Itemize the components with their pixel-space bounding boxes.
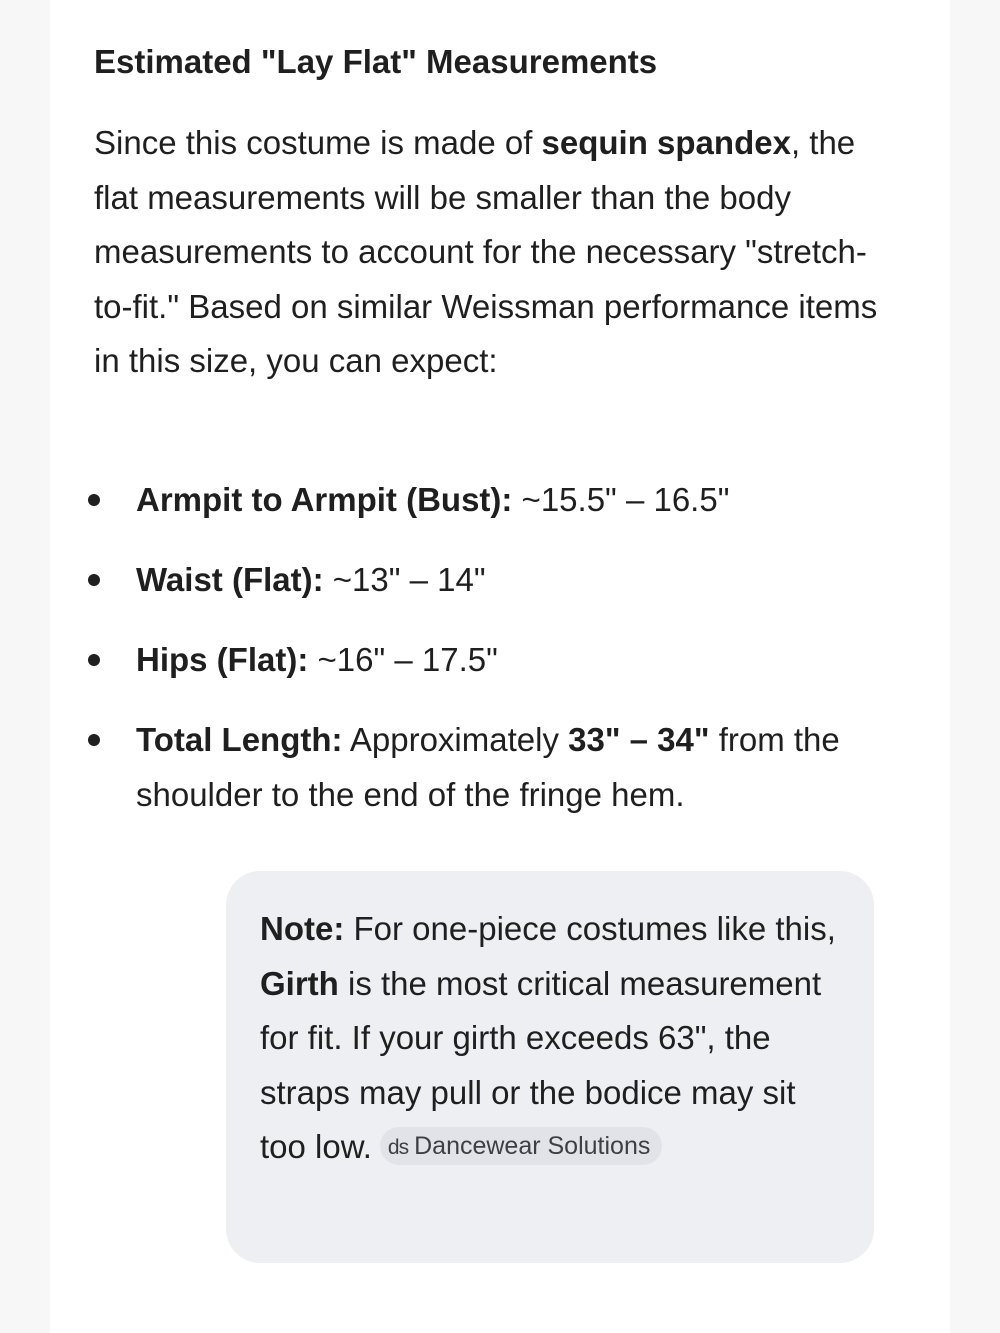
dancewear-solutions-logo-icon: ds [387, 1136, 409, 1159]
list-item [94, 553, 904, 608]
bullet-icon [88, 494, 100, 506]
intro-text-before: Since this costume is made of [94, 124, 542, 161]
note-text [260, 902, 844, 1175]
measurement-label: Hips (Flat): [136, 641, 309, 678]
section-heading: Estimated "Lay Flat" Measurements [94, 43, 658, 80]
bullet-icon [88, 734, 100, 746]
source-citation-chip[interactable] [380, 1127, 662, 1165]
measurement-label: Waist (Flat): [136, 561, 324, 598]
note-text-part2: is the most critical measurement for fit. If your girth exceeds 63", the straps may pull or the bodice may sit too low. [260, 964, 822, 1165]
list-item [94, 633, 904, 688]
note-label: Note: [260, 910, 345, 947]
intro-text-after: , the flat measurements will be smaller than the body measurements to account for the necessary "stretch-to-fit." Based on similar Weissman performance items in this size, you can expect: [94, 124, 878, 379]
measurements-list [94, 473, 904, 848]
response-page [50, 0, 950, 1333]
bullet-icon [88, 574, 100, 586]
list-item [94, 713, 904, 822]
measurement-label: Armpit to Armpit (Bust): [136, 481, 513, 518]
measurement-bold-value: 33" – 34" [568, 721, 710, 758]
intro-bold-material: sequin spandex [541, 124, 791, 161]
intro-paragraph [94, 116, 904, 389]
measurement-value: ~16" – 17.5" [308, 641, 498, 678]
note-bold-girth: Girth [260, 964, 339, 1002]
note-text-part1: For one-piece costumes like this, [344, 910, 836, 947]
measurement-value-after: from the shoulder to the end of the fringe hem. [136, 721, 840, 813]
measurement-value: Approximately [342, 721, 569, 758]
measurement-label: Total Length: [136, 721, 343, 758]
source-name: Dancewear Solutions [414, 1132, 651, 1160]
measurement-value: ~13" – 14" [323, 561, 486, 598]
note-callout [226, 871, 874, 1263]
list-item [94, 473, 904, 528]
bullet-icon [88, 654, 100, 666]
measurement-value: ~15.5" – 16.5" [512, 481, 730, 518]
